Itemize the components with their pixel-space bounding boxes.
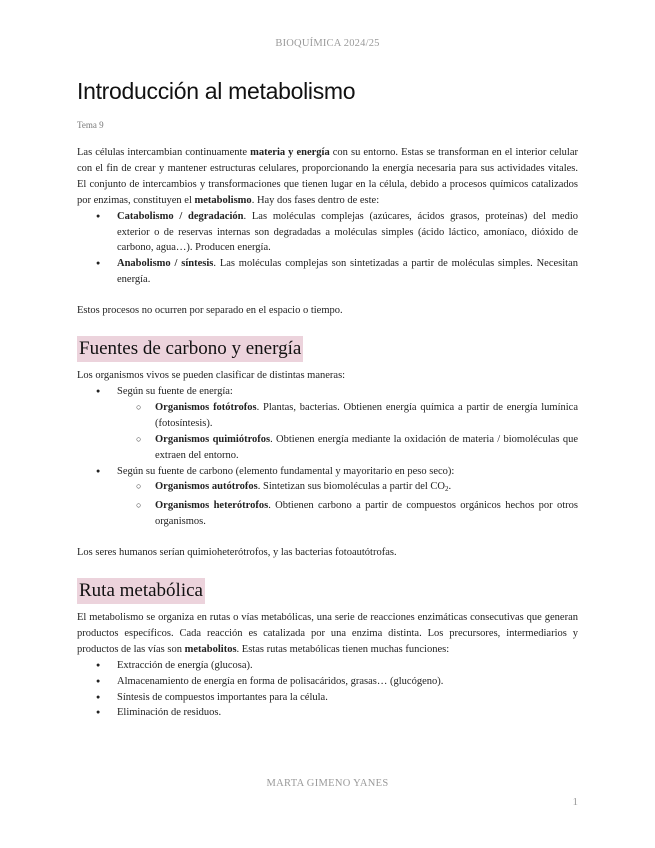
item-text: . Obtienen energía mediante la oxidación de materia / biomoléculas que extraen del entorno. bbox=[155, 433, 578, 461]
list-item bbox=[77, 384, 578, 464]
item-tail: . bbox=[448, 481, 452, 493]
intro-text-2: con su entorno. Estas se transforman en el interior celular con el fin de crear y mantener estructuras celulares, proporcionando la energía necesaria para sus actividades vitales. El conjunto de intercambios y transformaciones que tienen lugar en la célula, debido a procesos químicos catalizados por enzimas, constituyen el bbox=[77, 147, 578, 206]
list-item bbox=[117, 479, 578, 498]
carbon-sublist bbox=[117, 479, 578, 530]
carbon-label: Según su fuente de carbono (elemento fundamental y mayoritario en peso seco): bbox=[117, 465, 455, 477]
item-text: . Sintetizan sus biomoléculas a partir del CO bbox=[257, 481, 445, 493]
list-item bbox=[117, 432, 578, 464]
classification-lead: Los organismos vivos se pueden clasificar de distintas maneras: bbox=[77, 370, 346, 382]
subscript: 2 bbox=[444, 485, 449, 494]
classification-list bbox=[77, 384, 578, 530]
item-text: . Obtienen carbono a partir de compuestos orgánicos hechos por otros organismos. bbox=[155, 500, 579, 528]
intro-bold-2: metabolismo bbox=[194, 194, 252, 206]
phases-list bbox=[77, 209, 578, 289]
topic-subtitle: Tema 9 bbox=[77, 120, 104, 130]
intro-text-1: Las células intercambian continuamente bbox=[77, 147, 251, 158]
page-number: 1 bbox=[572, 796, 578, 808]
energy-label: Según su fuente de energía: bbox=[117, 385, 233, 397]
item-bold: Organismos fotótrofos bbox=[155, 401, 257, 413]
phase-text: . Las moléculas complejas son sintetizadas a partir de moléculas simples. Necesitan energía. bbox=[117, 258, 578, 286]
list-item: ● Almacenamiento de energía en forma de polisacáridos, grasas… (glucógeno). bbox=[77, 674, 578, 690]
route-bold: metabolitos bbox=[184, 643, 237, 655]
intro-bold-1: materia y energía bbox=[250, 147, 330, 158]
list-item: ● Síntesis de compuestos importantes para la célula. bbox=[77, 690, 578, 706]
page-body bbox=[77, 78, 578, 721]
item-bold: Organismos quimiótrofos bbox=[155, 433, 271, 445]
list-item: ● Eliminación de residuos. bbox=[77, 705, 578, 721]
intro-paragraph bbox=[77, 145, 578, 209]
document-title: Introducción al metabolismo bbox=[77, 78, 356, 104]
route-paragraph bbox=[77, 610, 578, 658]
separation-note: Estos procesos no ocurren por separado en el espacio o tiempo. bbox=[77, 305, 343, 317]
route-text-1: El metabolismo se organiza en rutas o vías metabólicas, una serie de reacciones enzimáticas consecutivas que generan productos específicos. Cada reacción es catalizada por una enzima distinta. Los precursores, intermediarios y productos de las vías son bbox=[77, 612, 578, 655]
closing-statement: Los seres humanos serían quimioheterótrofos, y las bacterias fotoautótrofas. bbox=[77, 547, 397, 559]
list-item bbox=[117, 400, 578, 432]
item-text: . Plantas, bacterias. Obtienen energía química a partir de energía lumínica (fotosíntesis). bbox=[155, 401, 578, 429]
section-heading-metabolic-route: Ruta metabólica bbox=[77, 578, 205, 604]
list-item bbox=[77, 209, 578, 257]
intro-text-3: . Hay dos fases dentro de este: bbox=[251, 194, 380, 206]
running-footer: MARTA GIMENO YANES bbox=[266, 778, 389, 789]
running-header: BIOQUÍMICA 2024/25 bbox=[275, 38, 380, 49]
item-bold: Organismos autótrofos bbox=[155, 481, 258, 493]
phase-bold: Catabolismo / degradación bbox=[117, 210, 244, 222]
phase-text: . Las moléculas complejas (azúcares, ácidos grasos, proteínas) del medio exterior o de reservas internas son degradadas a moléculas simples (ácido láctico, amoníaco, dióxido de carbono, agua…). Producen energía. bbox=[117, 210, 579, 254]
item-bold: Organismos heterótrofos bbox=[155, 500, 269, 512]
list-item: ● Extracción de energía (glucosa). bbox=[77, 658, 578, 674]
energy-sublist bbox=[117, 400, 578, 464]
route-text-2: . Estas rutas metabólicas tienen muchas funciones: bbox=[236, 643, 450, 655]
list-item bbox=[77, 256, 578, 288]
list-item bbox=[77, 464, 578, 531]
functions-list bbox=[77, 658, 578, 722]
section-heading-carbon-energy: Fuentes de carbono y energía bbox=[77, 336, 303, 362]
phase-bold: Anabolismo / síntesis bbox=[117, 258, 214, 270]
list-item bbox=[117, 498, 578, 530]
